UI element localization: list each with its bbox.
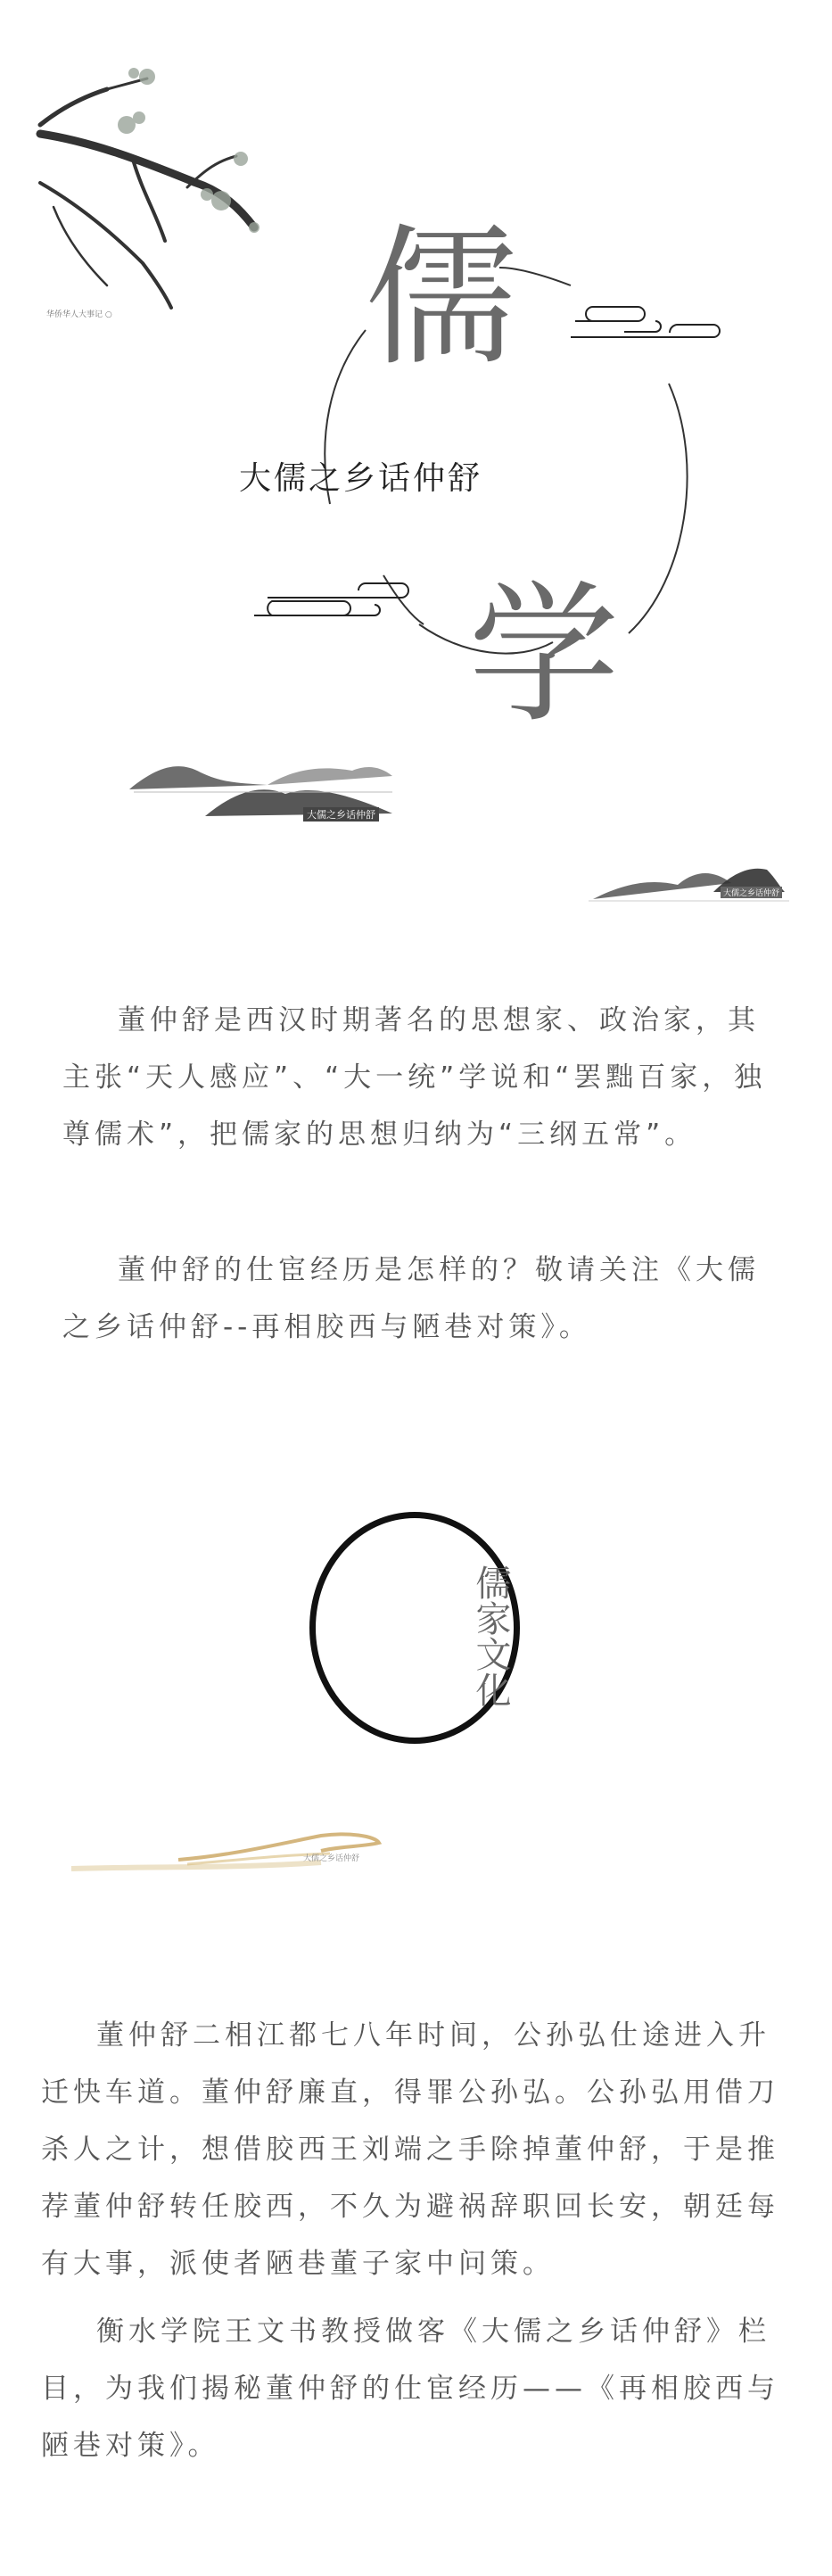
- watermark-small: 华侨华人大事记 ○: [46, 310, 112, 319]
- body-paragraph-1: [41, 2007, 790, 2292]
- watermark-mid: 大儒之乡话仲舒: [303, 807, 379, 822]
- confucian-culture-badge: [309, 1512, 520, 1744]
- body-paragraph-2: [41, 2303, 790, 2474]
- gold-brush-divider: [54, 1820, 392, 1882]
- body-paragraph-1-text: 董仲舒二相江都七八年时间，公孙弘仕途进入升迁快车道。董仲舒廉直，得罪公孙弘。公孙弘用借刀杀人之计，想借胶西王刘端之手除掉董仲舒，于是推荐董仲舒转任胶西，不久为避祸辞职回长安，朝廷每有大事，派使者陋巷董子家中问策。: [41, 2019, 779, 2280]
- intro-paragraph-1: [62, 992, 776, 1163]
- cloud-motif-bottom: [254, 583, 408, 615]
- body-paragraph-2-text: 衡水学院王文书教授做客《大儒之乡话仲舒》栏目，为我们揭秘董仲舒的仕宦经历——《再相胶西与陋巷对策》。: [41, 2316, 779, 2462]
- hero-char-ru: 儒: [366, 211, 518, 387]
- hero-char-xue: 学: [468, 567, 621, 744]
- badge-text: 儒家文化: [470, 1565, 511, 1707]
- cloud-motif-top: [571, 307, 720, 337]
- intro-paragraph-2: [62, 1242, 776, 1356]
- intro-paragraph-1-text: 董仲舒是西汉时期著名的思想家、政治家，其主张“天人感应”、“大一统”学说和“罢黜百家，独尊儒术”，把儒家的思想归纳为“三纲五常”。: [62, 1004, 767, 1151]
- watermark-right: 大儒之乡话仲舒: [721, 887, 782, 898]
- hero-subtitle: 大儒之乡话仲舒: [239, 460, 483, 497]
- divider-watermark: 大儒之乡话仲舒: [303, 1854, 360, 1863]
- intro-paragraph-2-text: 董仲舒的仕宦经历是怎样的？敬请关注《大儒之乡话仲舒--再相胶西与陋巷对策》。: [62, 1254, 760, 1343]
